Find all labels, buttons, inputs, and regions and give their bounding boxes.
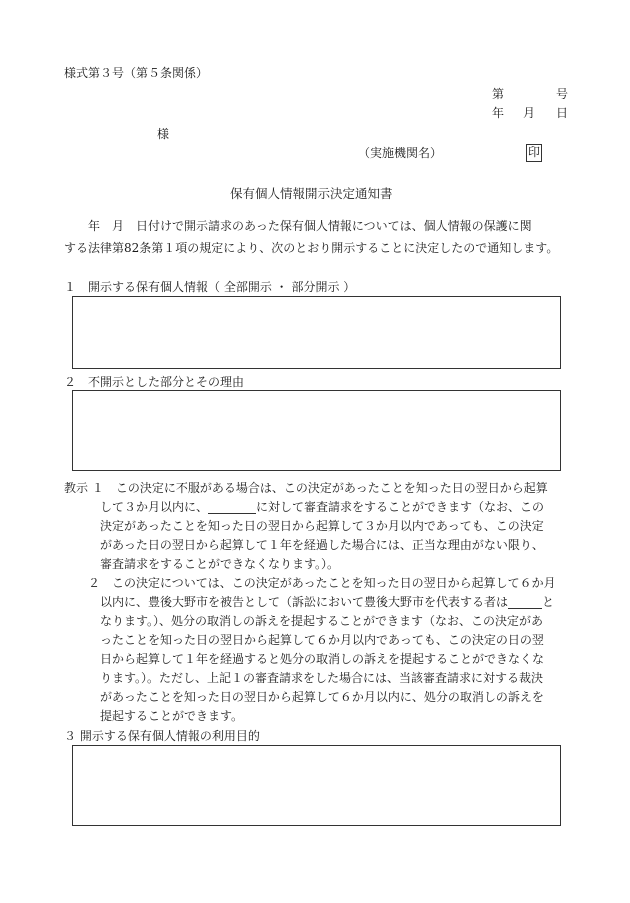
notice-item2-line4: ったことを知った日の翌日から起算して６か月以内であっても、この決定の日の翌 <box>100 633 544 647</box>
section3-input-box[interactable] <box>72 745 561 826</box>
notice-item1-line1: 教示 １ この決定に不服がある場合は、この決定があったことを知った日の翌日から起算 <box>64 481 548 495</box>
notice-item1-line2-b: に対して審査請求をすることができます（なお、この <box>256 500 545 514</box>
date-year: 年 <box>492 106 505 120</box>
date-day: 日 <box>556 106 569 120</box>
notice-item2-line7: があったことを知った日の翌日から起算して６か月以内に、処分の取消しの訴えを <box>100 690 544 704</box>
notice-item2-line3: なります。）、処分の取消しの訴えを提起することができます（なお、この決定があ <box>100 614 544 628</box>
section1-input-box[interactable] <box>72 296 561 369</box>
doc-number-prefix: 第 <box>492 87 505 101</box>
notice-item2-line1: ２ この決定については、この決定があったことを知った日の翌日から起算して６か月 <box>88 576 556 590</box>
notice-item1-line2-a: して３か月以内に、 <box>100 500 209 514</box>
section3-label: ３ 開示する保有個人情報の利用目的 <box>64 729 260 743</box>
notice-item2-line2 <box>100 595 554 609</box>
appeal-body-blank <box>208 513 256 514</box>
doc-number-suffix: 号 <box>556 87 569 101</box>
section2-label: ２ 不開示とした部分とその理由 <box>64 375 245 389</box>
notice-item1-line5: 審査請求をすることができなくなります。）。 <box>100 557 340 571</box>
seal-mark <box>526 144 542 162</box>
notice-item2-line8: 提起することができます。 <box>100 709 244 723</box>
notice-item1-line2 <box>100 500 544 514</box>
section1-label: １ 開示する保有個人情報（ 全部開示 ・ 部分開示 ） <box>64 280 356 294</box>
document-title: 保有個人情報開示決定通知書 <box>230 186 393 201</box>
representative-blank <box>508 608 542 609</box>
notice-item1-line3: 決定があったことを知った日の翌日から起算して３か月以内であっても、この決定 <box>100 519 544 533</box>
date-month: 月 <box>523 106 536 120</box>
recipient-suffix: 様 <box>157 127 170 141</box>
intro-line-2: する法律第82条第１項の規定により、次のとおり開示することに決定したので通知します。 <box>64 241 559 255</box>
intro-line-1: 年 月 日付けで開示請求のあった保有個人情報については、個人情報の保護に関 <box>64 219 532 233</box>
notice-item2-line6: ります。）。ただし、上記１の審査請求をした場合には、当該審査請求に対する裁決 <box>100 671 544 685</box>
notice-item2-line5: 日から起算して１年を経過すると処分の取消しの訴えを提起することができなくな <box>100 652 545 666</box>
seal-char: 印 <box>526 144 542 162</box>
notice-item2-line2-a: 以内に、豊後大野市を被告として（訴訟において豊後大野市を代表する者は <box>100 595 509 609</box>
form-number: 様式第３号（第５条関係） <box>64 66 209 80</box>
notice-item2-line2-b: と <box>542 595 555 609</box>
notice-item1-line4: があった日の翌日から起算して１年を経過した場合には、正当な理由がない限り、 <box>100 538 544 552</box>
section2-input-box[interactable] <box>72 390 561 471</box>
issuer-label: （実施機関名） <box>358 146 443 160</box>
